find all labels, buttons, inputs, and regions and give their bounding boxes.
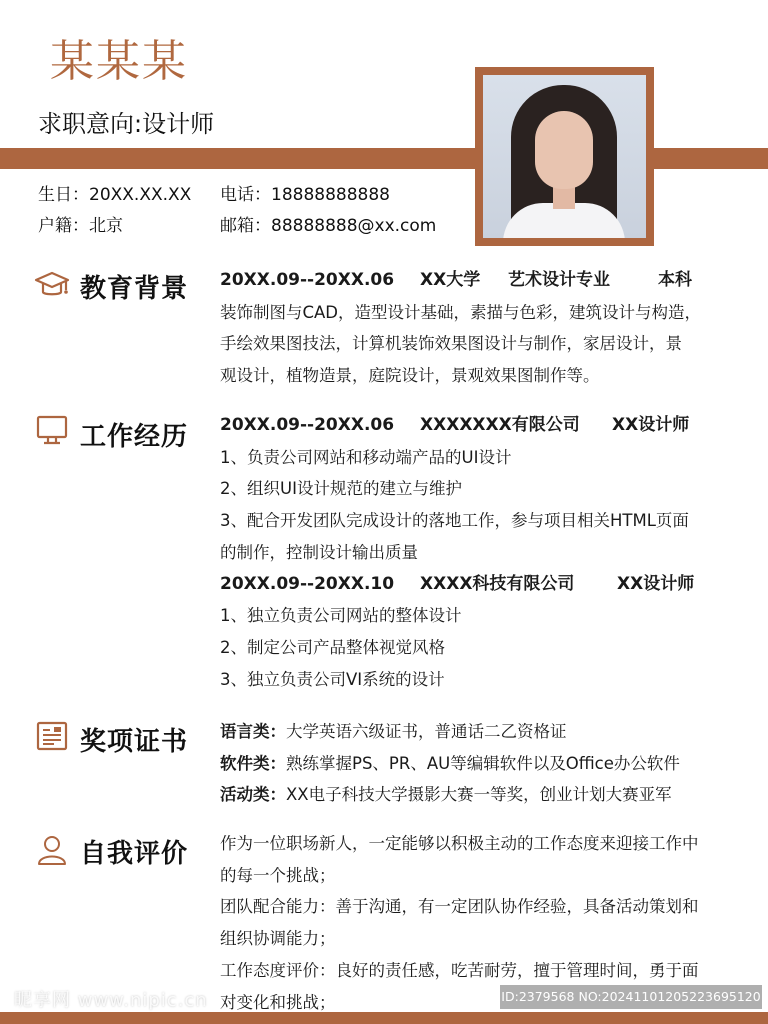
work-body [220,410,750,695]
self-evaluation-title: 自我评价 [80,839,189,869]
job-duty: 3、独立负责公司VI系统的设计 [220,669,445,689]
job-period: 20XX.09--20XX.06 [220,415,395,435]
award-text: XX电子科技大学摄影大赛一等奖，创业计划大赛亚军 [286,785,672,805]
email-info [220,211,436,236]
education-title: 教育背景 [80,274,189,304]
awards-title: 奖项证书 [80,727,189,757]
watermark-logo: 昵享网 www.nipic.cn [14,990,208,1011]
self-evaluation-line: 作为一位职场新人，一定能够以积极主动的工作态度来迎接工作中 [220,834,699,853]
education-body [220,265,750,392]
job-period: 20XX.09--20XX.10 [220,573,395,594]
birth-info [38,180,191,205]
email-label: 邮箱： [220,216,271,236]
awards-body [220,716,750,811]
email-value: 88888888@xx.com [271,216,437,236]
award-item [220,779,750,811]
job-intent: 求职意向:设计师 [38,110,215,138]
award-text: 大学英语六级证书，普通话二乙资格证 [286,722,567,741]
job-headline [220,410,750,442]
phone-info [220,180,390,205]
self-evaluation-line: 团队配合能力：善于沟通，有一定团队协作经验，具备活动策划和 [220,897,699,917]
hometown-label: 户籍： [38,216,89,236]
job-company: XXXX科技有限公司 [420,573,575,594]
award-label: 活动类： [220,785,286,805]
job-role: XX设计师 [612,415,690,435]
hometown-value: 北京 [89,216,123,236]
job-role: XX设计师 [617,573,695,594]
award-item [220,748,750,780]
job-duty: 1、负责公司网站和移动端产品的UI设计 [220,447,512,467]
education-period: 20XX.09--20XX.06 [220,270,395,290]
watermark-id: ID:2379568 NO:20241101205223695120 [500,985,762,1009]
self-evaluation-line: 对变化和挑战； [220,992,336,1012]
graduation-cap-icon [34,268,70,304]
education-line: 观设计，植物造景，庭院设计，景观效果图制作等。 [220,366,600,386]
job-company: XXXXXXX有限公司 [420,415,580,435]
profile-photo-frame [475,67,654,246]
birth-label: 生日： [38,185,89,205]
self-evaluation-line: 组织协调能力； [220,929,336,949]
job-headline [220,569,750,601]
award-text: 熟练掌握PS、PR、AU等编辑软件以及Office办公软件 [286,753,680,773]
phone-label: 电话： [220,185,271,205]
self-evaluation-line: 的每一个挑战； [220,865,336,885]
footer-accent-band [0,1012,768,1024]
hometown-info [38,211,123,236]
user-outline-icon [34,832,70,868]
education-degree: 本科 [658,270,692,290]
award-label: 软件类： [220,753,286,773]
monitor-icon [34,412,70,448]
job-duty: 1、独立负责公司网站的整体设计 [220,606,462,626]
self-evaluation-line: 工作态度评价：良好的责任感，吃苦耐劳，擅于管理时间，勇于面 [220,960,699,980]
job-duty: 2、组织UI设计规范的建立与维护 [220,479,462,499]
job-duty: 的制作，控制设计输出质量 [220,542,418,562]
work-title: 工作经历 [80,422,189,452]
certificate-icon [34,718,70,754]
job-duty: 3、配合开发团队完成设计的落地工作，参与项目相关HTML页面 [220,511,689,531]
profile-photo [483,75,646,238]
education-major: 艺术设计专业 [508,270,610,290]
job-duty: 2、制定公司产品整体视觉风格 [220,637,445,657]
phone-value: 18888888888 [271,185,390,205]
award-label: 语言类： [220,722,286,741]
birth-value: 20XX.XX.XX [89,185,192,205]
education-school: XX大学 [420,270,481,290]
education-line: 手绘效果图技法，计算机装饰效果图设计与制作，家居设计，景 [220,334,682,354]
award-item [220,716,750,748]
education-line: 装饰制图与CAD，造型设计基础，素描与色彩，建筑设计与构造， [220,302,702,322]
education-headline [220,265,750,297]
candidate-name: 某某某 [50,36,188,87]
